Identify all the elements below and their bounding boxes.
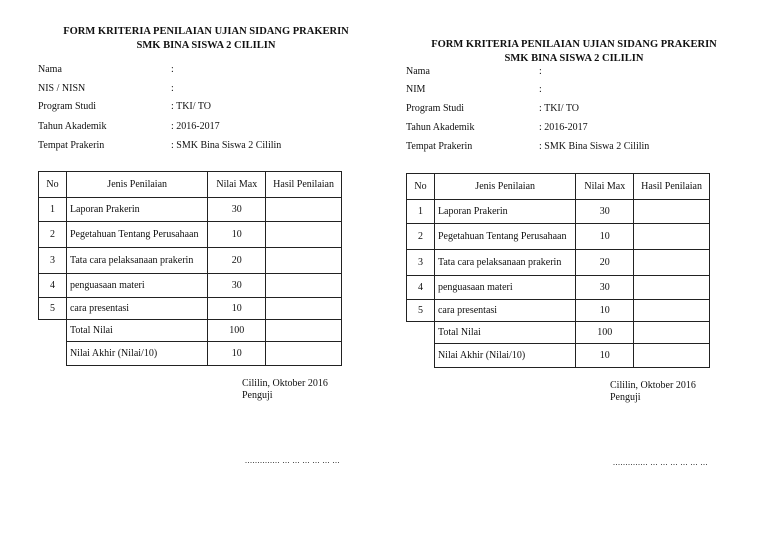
row-hasil-cell[interactable] [634,224,710,250]
signature-line: .............. ... ... ... ... ... ... [245,456,340,465]
info-label: Tempat Prakerin [38,140,105,151]
signature-block [242,378,328,402]
info-value: : 2016-2017 [539,122,588,133]
total-value: 100 [576,322,634,344]
place-date: Cililin, Oktober 2016 [242,378,328,389]
table-row [39,274,342,298]
row-max: 20 [208,248,266,274]
row-no: 2 [39,222,67,248]
row-jenis: Tata cara pelaksanaan prakerin [66,248,207,274]
row-jenis: penguasaan materi [66,274,207,298]
info-label: Tempat Prakerin [406,141,473,152]
penguji-label: Penguji [242,390,273,401]
row-no: 2 [407,224,435,250]
row-max: 30 [576,200,634,224]
row-no: 4 [407,276,435,300]
info-value: : SMK Bina Siswa 2 Cililin [539,141,650,152]
final-value: 10 [576,344,634,368]
row-hasil-cell[interactable] [634,300,710,322]
final-hasil-cell[interactable] [266,342,342,366]
assessment-table [38,171,342,366]
info-value: : [171,64,174,75]
info-label: NIS / NISN [38,83,86,94]
info-value: : [539,66,542,77]
col-header-no: No [39,172,67,198]
form-title [38,25,374,53]
table-row [39,198,342,222]
info-value: : TKI/ TO [171,101,212,112]
total-hasil-cell[interactable] [266,320,342,342]
info-value: : [171,83,174,94]
info-label: Tahun Akademik [406,122,475,133]
col-header-max: Nilai Max [576,174,634,200]
info-value: : TKI/ TO [539,103,580,114]
form-title-line1: FORM KRITERIA PENILAIAN UJIAN SIDANG PRAKERIN [63,26,349,37]
final-label: Nilai Akhir (Nilai/10) [66,342,207,366]
final-row [407,344,710,368]
form-title-line1: FORM KRITERIA PENILAIAN UJIAN SIDANG PRAKERIN [431,39,717,50]
total-row [39,320,342,342]
final-row [39,342,342,366]
place-date: Cililin, Oktober 2016 [610,380,696,391]
col-header-jenis: Jenis Penilaian [66,172,207,198]
row-hasil-cell[interactable] [634,250,710,276]
info-label: Program Studi [38,101,97,112]
table-row [407,276,710,300]
row-jenis: cara presentasi [66,298,207,320]
row-jenis: Pegetahuan Tentang Perusahaan [434,224,575,250]
table-row [407,200,710,224]
row-max: 10 [576,224,634,250]
form-title [406,38,742,66]
row-no: 3 [407,250,435,276]
signature-line: .............. ... ... ... ... ... ... [613,458,708,467]
info-label: Program Studi [406,103,465,114]
info-label: Nama [38,64,62,75]
signature-block [610,380,696,404]
row-hasil-cell[interactable] [634,276,710,300]
row-no: 5 [407,300,435,322]
info-value: : SMK Bina Siswa 2 Cililin [171,140,282,151]
table-row [39,222,342,248]
row-hasil-cell[interactable] [266,298,342,320]
info-label: Nama [406,66,430,77]
row-no: 1 [407,200,435,224]
total-value: 100 [208,320,266,342]
row-hasil-cell[interactable] [266,198,342,222]
table-header-row [39,172,342,198]
final-hasil-cell[interactable] [634,344,710,368]
row-jenis: Laporan Prakerin [434,200,575,224]
info-value: : [539,84,542,95]
table-row [39,248,342,274]
row-jenis: cara presentasi [434,300,575,322]
row-max: 30 [208,274,266,298]
col-header-max: Nilai Max [208,172,266,198]
col-header-no: No [407,174,435,200]
total-hasil-cell[interactable] [634,322,710,344]
penguji-label: Penguji [610,392,641,403]
total-label: Total Nilai [434,322,575,344]
info-label: NIM [406,84,426,95]
row-jenis: Tata cara pelaksanaan prakerin [434,250,575,276]
total-label: Total Nilai [66,320,207,342]
row-no: 1 [39,198,67,222]
final-label: Nilai Akhir (Nilai/10) [434,344,575,368]
assessment-table [406,173,710,368]
table-row [407,250,710,276]
table-header-row [407,174,710,200]
row-max: 10 [208,222,266,248]
row-jenis: Laporan Prakerin [66,198,207,222]
total-row [407,322,710,344]
col-header-hasil: Hasil Penilaian [266,172,342,198]
info-label: Tahun Akademik [38,121,107,132]
final-value: 10 [208,342,266,366]
row-hasil-cell[interactable] [634,200,710,224]
row-hasil-cell[interactable] [266,274,342,298]
row-max: 30 [576,276,634,300]
form-title-line2: SMK BINA SISWA 2 CILILIN [136,40,276,51]
row-no: 5 [39,298,67,320]
info-value: : 2016-2017 [171,121,220,132]
row-jenis: Pegetahuan Tentang Perusahaan [66,222,207,248]
row-max: 30 [208,198,266,222]
row-jenis: penguasaan materi [434,276,575,300]
table-row [407,300,710,322]
row-max: 10 [576,300,634,322]
row-hasil-cell[interactable] [266,222,342,248]
row-max: 20 [576,250,634,276]
row-hasil-cell[interactable] [266,248,342,274]
row-max: 10 [208,298,266,320]
form-title-line2: SMK BINA SISWA 2 CILILIN [504,53,644,64]
col-header-jenis: Jenis Penilaian [434,174,575,200]
col-header-hasil: Hasil Penilaian [634,174,710,200]
row-no: 4 [39,274,67,298]
row-no: 3 [39,248,67,274]
table-row [39,298,342,320]
table-row [407,224,710,250]
